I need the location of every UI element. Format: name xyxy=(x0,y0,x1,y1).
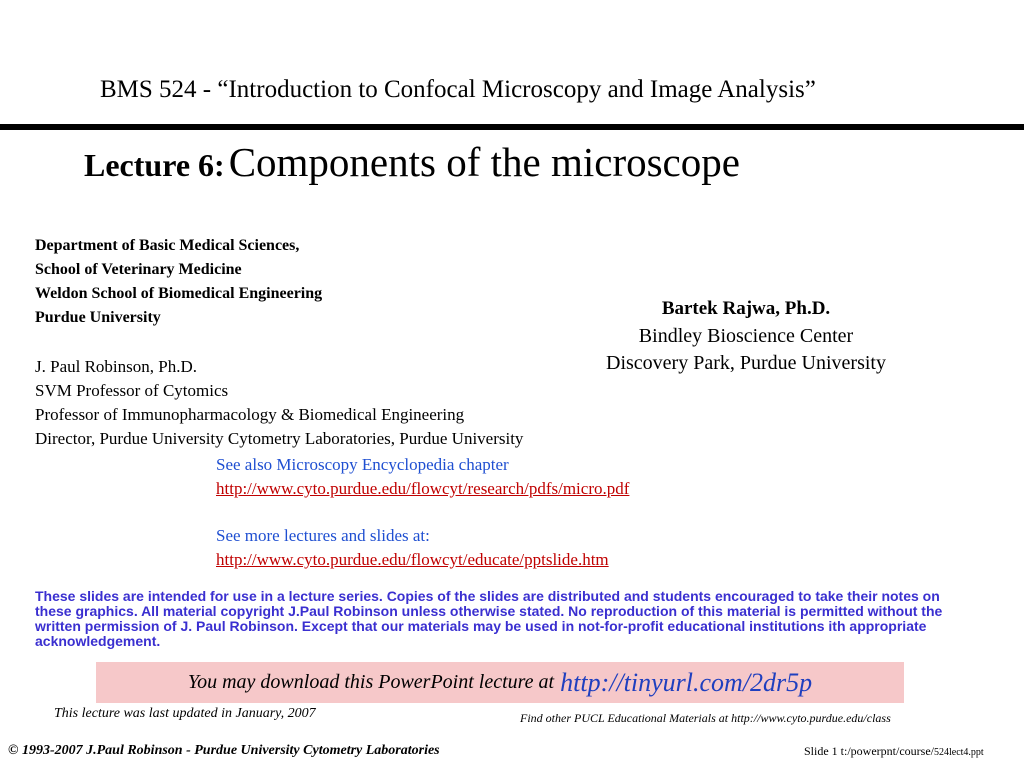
robinson-line: SVM Professor of Cytomics xyxy=(35,381,229,400)
title-divider xyxy=(0,124,1024,130)
robinson-line: J. Paul Robinson, Ph.D. xyxy=(35,357,197,376)
slide-info xyxy=(804,744,984,759)
find-other-materials: Find other PUCL Educational Materials at http://www.cyto.purdue.edu/class xyxy=(520,711,891,725)
copyright-disclaimer: These slides are intended for use in a lecture series. Copies of the slides are distributed and students encouraged to take their notes on these graphics. All material copyright J.Paul Robinson unless otherwise stated. No reproduction of this material is permitted without the written permission of J. Paul Robinson. Except that our materials may be used in not-for-profit educational institutions ith appropriate acknowledgement. xyxy=(35,588,943,649)
course-title: BMS 524 - “Introduction to Confocal Microscopy and Image Analysis” xyxy=(100,76,816,103)
slide-number: Slide 1 xyxy=(804,744,838,758)
lecture-number: Lecture 6: xyxy=(84,147,225,183)
download-text: You may download this PowerPoint lecture at xyxy=(187,671,555,693)
department-line: School of Veterinary Medicine xyxy=(35,261,242,278)
encyclopedia-link[interactable]: http://www.cyto.purdue.edu/flowcyt/research/pdfs/micro.pdf xyxy=(216,479,630,498)
rajwa-affiliation: Bindley Bioscience Center xyxy=(638,325,854,347)
download-link[interactable]: http://tinyurl.com/2dr5p xyxy=(560,667,813,697)
robinson-line: Director, Purdue University Cytometry Laboratories, Purdue University xyxy=(35,429,524,448)
department-line: Weldon School of Biomedical Engineering xyxy=(35,285,323,302)
lectures-link[interactable]: http://www.cyto.purdue.edu/flowcyt/educate/pptslide.htm xyxy=(216,550,609,569)
encyclopedia-label: See also Microscopy Encyclopedia chapter xyxy=(216,455,509,474)
lectures-label: See more lectures and slides at: xyxy=(216,526,430,545)
copyright-footer: © 1993-2007 J.Paul Robinson - Purdue University Cytometry Laboratories xyxy=(8,743,440,758)
rajwa-affiliation: Discovery Park, Purdue University xyxy=(606,352,886,374)
department-line: Purdue University xyxy=(35,309,161,326)
slide-file: 524lect4.ppt xyxy=(933,747,984,758)
download-banner xyxy=(96,662,904,703)
lecture-heading xyxy=(84,138,740,186)
lecture-title: Components of the microscope xyxy=(228,139,740,185)
department-line: Department of Basic Medical Sciences, xyxy=(35,237,300,254)
rajwa-name: Bartek Rajwa, Ph.D. xyxy=(661,298,831,319)
slide-path: t:/powerpnt/course/ xyxy=(840,744,934,758)
last-updated-note: This lecture was last updated in January, 2007 xyxy=(54,706,316,721)
robinson-line: Professor of Immunopharmacology & Biomedical Engineering xyxy=(35,405,465,424)
